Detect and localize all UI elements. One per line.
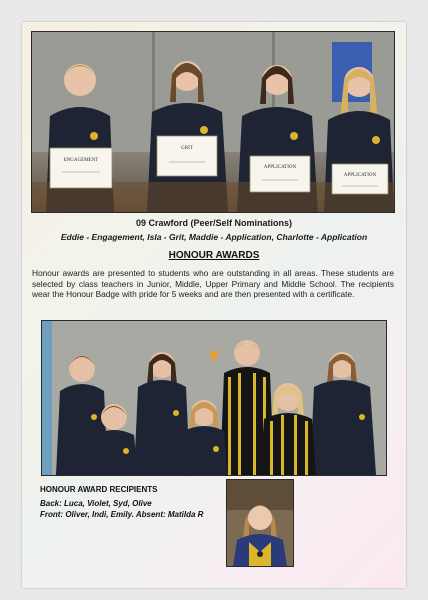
crawford-caption: 09 Crawford (Peer/Self Nominations) [135,218,293,228]
recipients-back-row: Back: Luca, Violet, Syd, Olive [40,499,152,508]
honour-awards-intro: Honour awards are presented to students who are outstanding in all areas. These students are selected by class teachers in Junior, Middle, Upper Primary and Middle School. The recipients wear the Honour Badge with pride for 5 weeks and are then presented with a certificate. [32,268,394,299]
certificate-label: ENGAGEMENT [63,158,99,163]
crawford-students-photo [31,31,395,213]
certificate-label: GRIT [181,146,193,151]
recipients-front-row: Front: Oliver, Indi, Emily. Absent: Matilda R [40,510,204,519]
honour-recipients-photo [41,320,387,476]
honour-awards-heading: HONOUR AWARDS [168,250,260,261]
newsletter-page [22,22,406,588]
certificate-label: APPLICATION [343,173,377,178]
absent-student-photo [226,479,294,567]
certificate-label: APPLICATION [263,165,297,170]
recipients-title: HONOUR AWARD RECIPIENTS [40,485,158,494]
crawford-award-names: Eddie - Engagement, Isla - Grit, Maddie - Application, Charlotte - Application [60,232,368,242]
